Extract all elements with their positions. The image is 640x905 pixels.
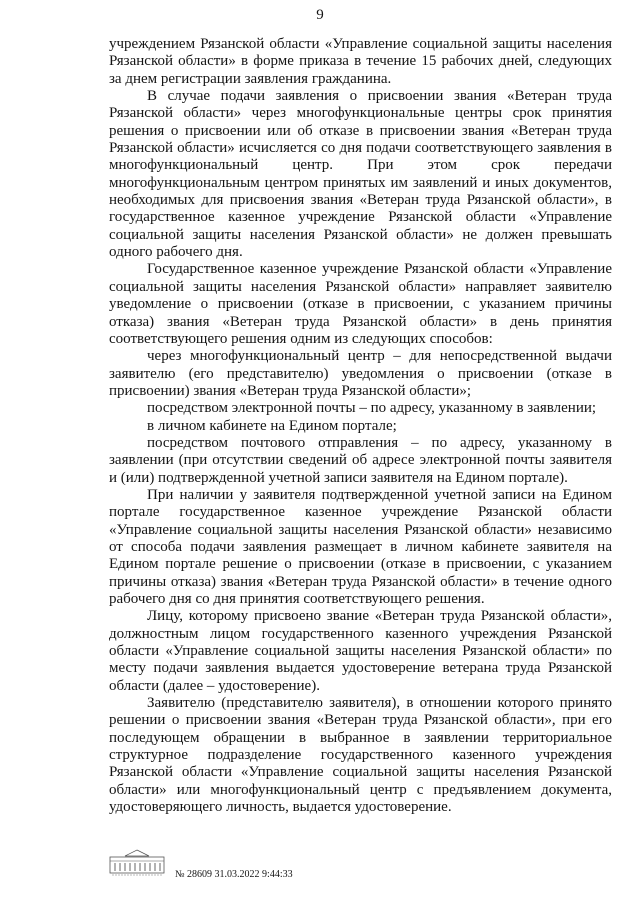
page-number: 9 (316, 7, 324, 23)
list-item: посредством электронной почты – по адресу, указанному в заявлении; (147, 400, 597, 417)
paragraph: При наличии у заявителя подтвержденной учетной записи на Едином портале государственное казенное учреждение Рязанской области «Управление социальной защиты населения Рязанской области» независимо от способа подачи заявления размещает в личном кабинете заявителя на Едином портале решение о присвоении (отказе в присвоении, с указанием причины отказа) звания «Ветеран труда Рязанской области» в течение одного рабочего дня со дня принятия соответствующего решения. (109, 486, 612, 607)
registration-stamp-icon (109, 847, 165, 877)
list-item: посредством почтового отправления – по адресу, указанному в заявлении (при отсутствии сведений об адресе электронной почты заявителя и (или) подтвержденной учетной записи заявителя на Едином портале). (109, 434, 612, 486)
paragraph: Государственное казенное учреждение Рязанской области «Управление социальной защиты населения Рязанской области» направляет заявителю уведомление о присвоении (отказе в присвоении, с указанием причины отказа) звания «Ветеран труда Рязанской области» в день принятия соответствующего решения одним из следующих способов: (109, 261, 612, 347)
list-item: через многофункциональный центр – для непосредственной выдачи заявителю (его представителю) уведомления о присвоении (отказе в присвоении) звания «Ветеран труда Рязанской области»; (109, 348, 612, 399)
document-footer (109, 847, 409, 887)
document-body (109, 36, 612, 816)
paragraph: В случае подачи заявления о присвоении звания «Ветеран труда Рязанской области» через многофункциональные центры срок принятия решения о присвоении или об отказе в присвоении звания «Ветеран труда Рязанской области» исчисляется со дня подачи соответствующего заявления в многофункциональный центр. При этом срок передачи многофункциональным центром принятых им заявлений и иных документов, необходимых для присвоения звания «Ветеран труда Рязанской области», в государственное казенное учреждение Рязанской области «Управление социальной защиты населения Рязанской области» не должен превышать одного рабочего дня. (109, 88, 612, 261)
list-item: в личном кабинете на Едином портале; (147, 417, 397, 434)
document-registration-info: № 28609 31.03.2022 9:44:33 (175, 869, 293, 880)
paragraph: учреждением Рязанской области «Управление социальной защиты населения Рязанской области» в форме приказа в течение 15 рабочих дней, следующих за днем регистрации заявления гражданина. (109, 36, 612, 87)
paragraph: Заявителю (представителю заявителя), в отношении которого принято решении о присвоении звания «Ветеран труда Рязанской области», при его последующем обращении в выбранное в заявлении территориальное структурное подразделение государственного казенного учреждения Рязанской области «Управление социальной защиты населения Рязанской области» или многофункциональный центр с предъявлением документа, удостоверяющего личность, выдается удостоверение. (109, 695, 612, 816)
paragraph: Лицу, которому присвоено звание «Ветеран труда Рязанской области», должностным лицом государственного казенного учреждения Рязанской области «Управление социальной защиты населения Рязанской области» по месту подачи заявления выдается удостоверение ветерана труда Рязанской области (далее – удостоверение). (109, 608, 612, 694)
